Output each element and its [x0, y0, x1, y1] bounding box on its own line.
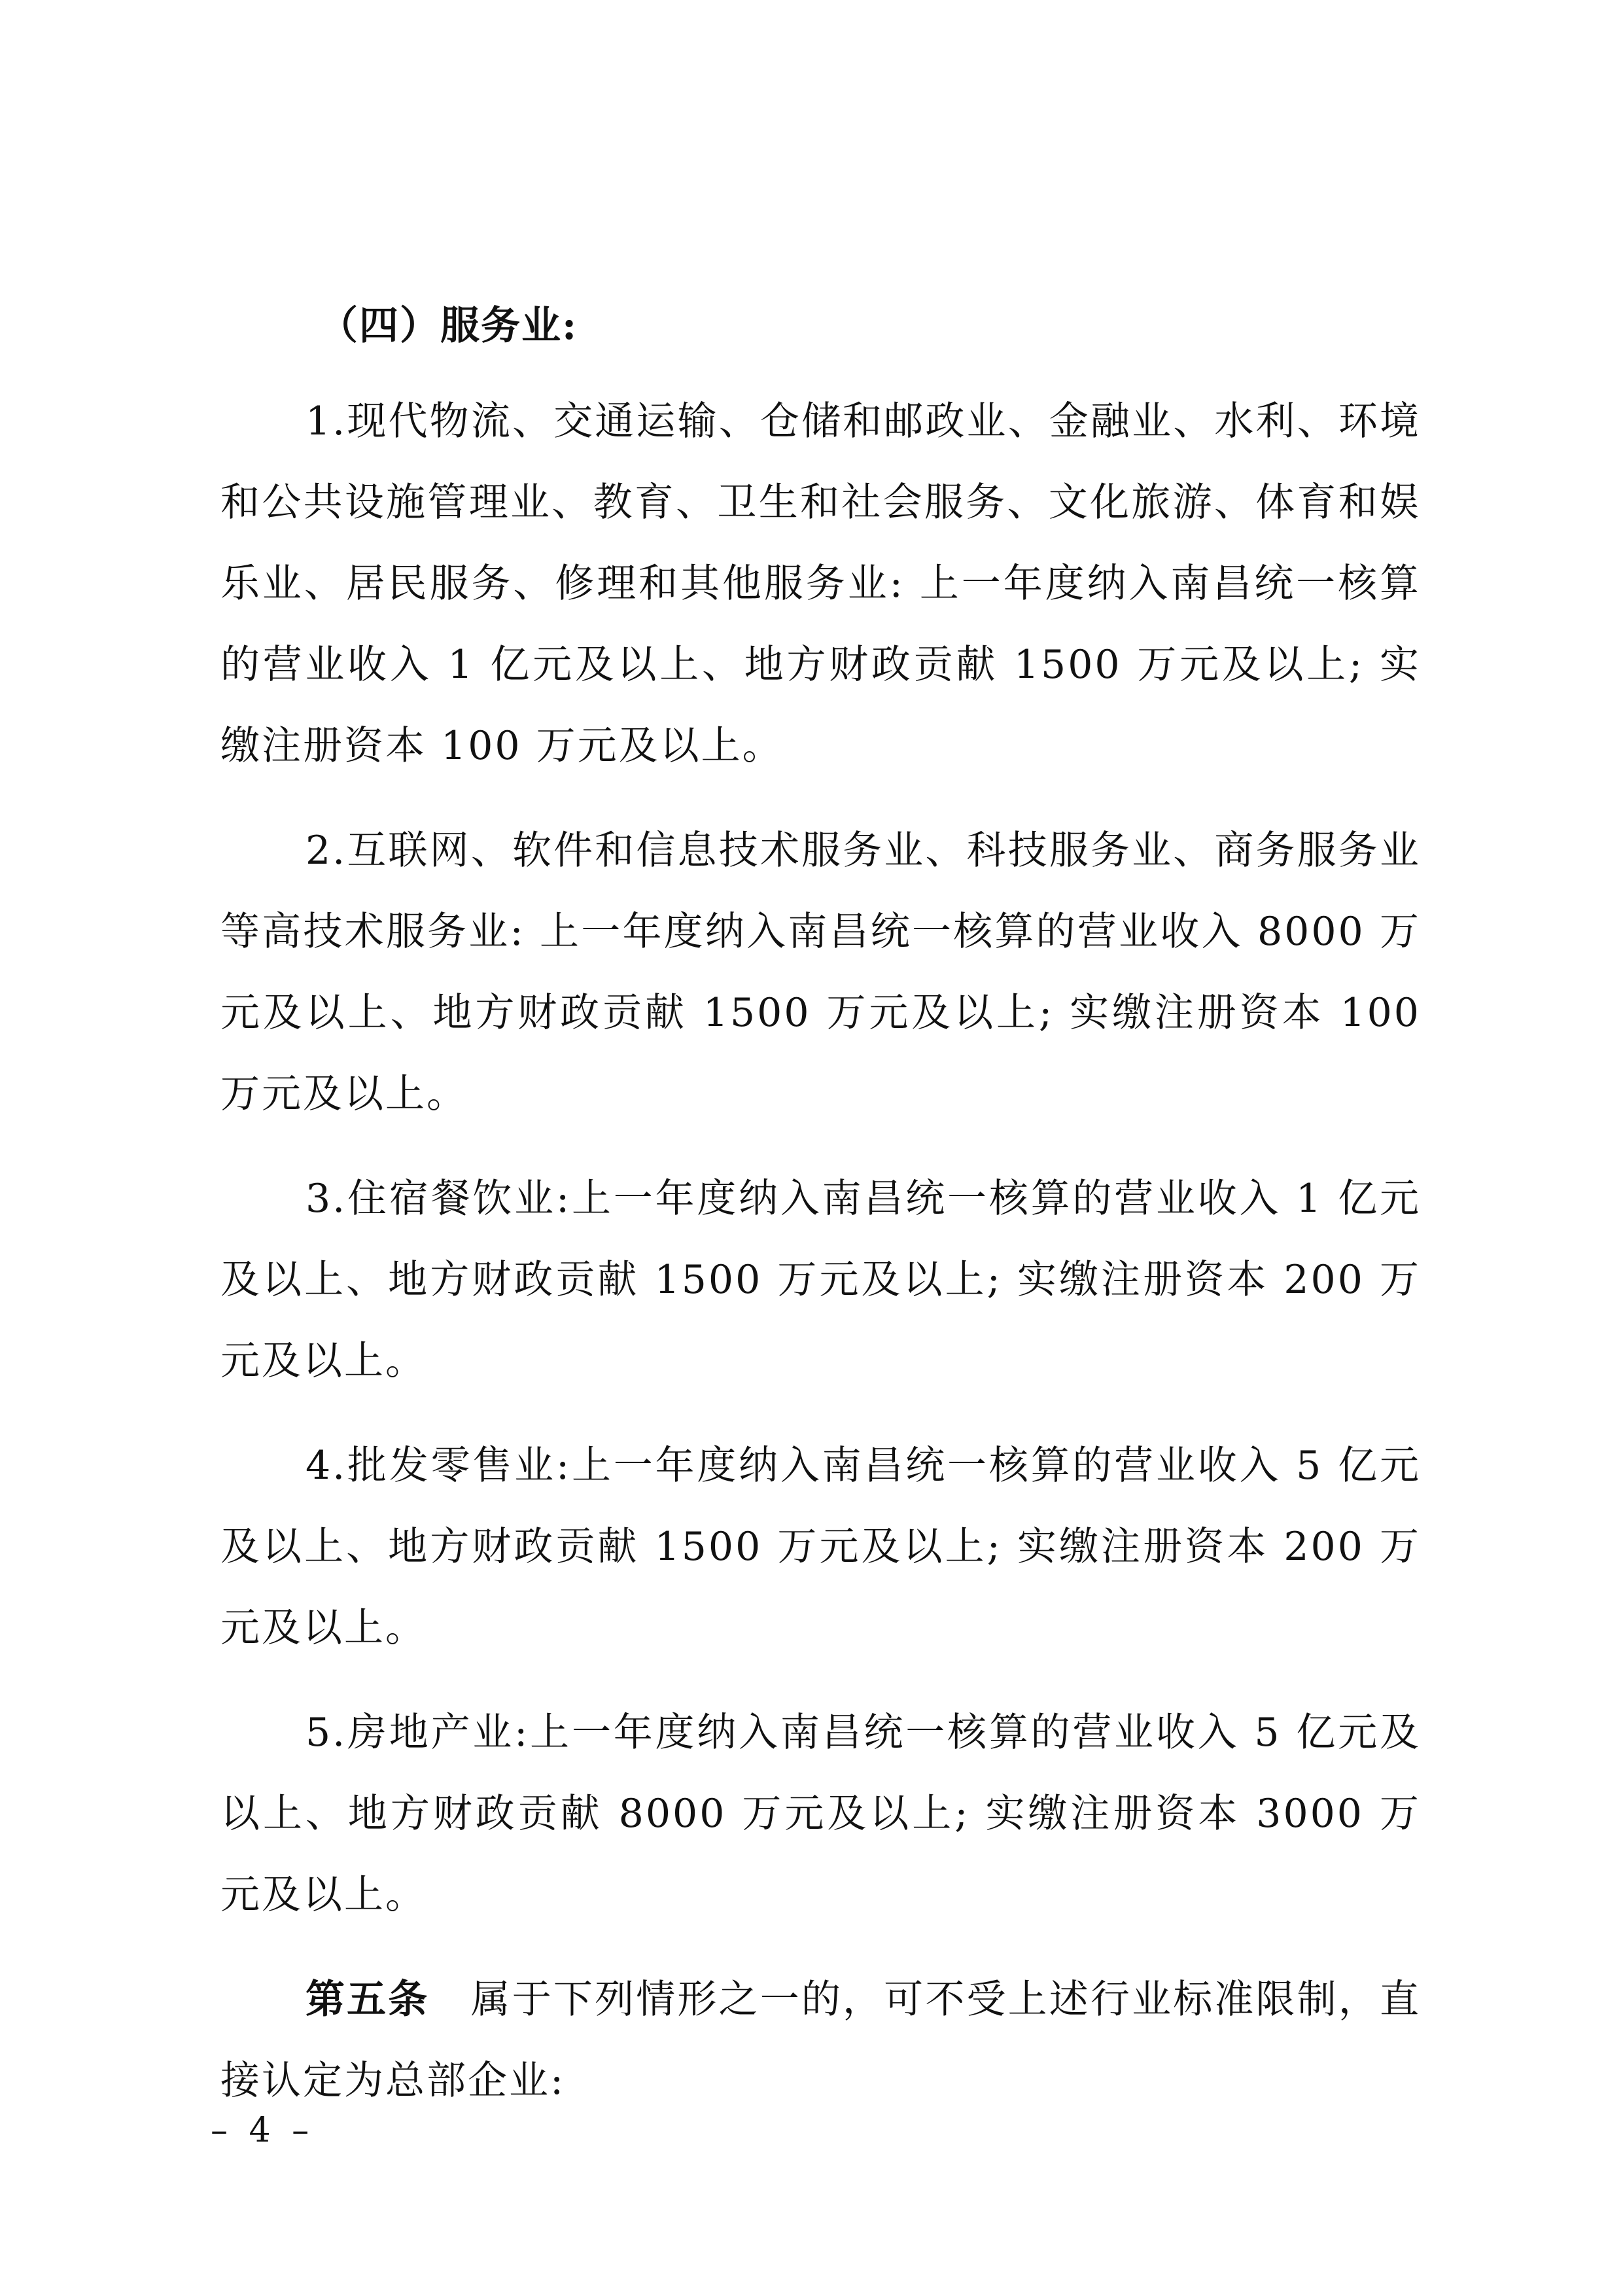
- page-number: – 4 –: [211, 2111, 315, 2150]
- document-body: [220, 293, 1421, 2145]
- list-item-1: 1.现代物流、交通运输、仓储和邮政业、金融业、水利、环境和公共设施管理业、教育、卫生和社会服务、文化旅游、体育和娱乐业、居民服务、修理和其他服务业: 上一年度纳入南昌统一核算的营业收入 1 亿元及以上、地方财政贡献 1500 万元及以上; 实缴注册资本 100 万元及以上。: [220, 398, 1421, 769]
- article-text: 属于下列情形之一的，可不受上述行业标准限制，直接认定为总部企业:: [220, 1977, 1422, 2104]
- section-heading: （四）服务业:: [319, 303, 578, 349]
- list-item-5: 5.房地产业:上一年度纳入南昌统一核算的营业收入 5 亿元及以上、地方财政贡献 8000 万元及以上; 实缴注册资本 3000 万元及以上。: [220, 1710, 1421, 1918]
- list-item-3: 3.住宿餐饮业:上一年度纳入南昌统一核算的营业收入 1 亿元及以上、地方财政贡献 1500 万元及以上; 实缴注册资本 200 万元及以上。: [220, 1176, 1421, 1384]
- list-item-4: 4.批发零售业:上一年度纳入南昌统一核算的营业收入 5 亿元及以上、地方财政贡献 1500 万元及以上; 实缴注册资本 200 万元及以上。: [220, 1443, 1421, 1651]
- article-five: [220, 1959, 1421, 2121]
- list-item-2: 2.互联网、软件和信息技术服务业、科技服务业、商务服务业等高技术服务业: 上一年度纳入南昌统一核算的营业收入 8000 万元及以上、地方财政贡献 1500 万元及以上; 实缴注册资本 100 万元及以上。: [220, 828, 1421, 1117]
- article-label: 第五条: [305, 1977, 430, 2022]
